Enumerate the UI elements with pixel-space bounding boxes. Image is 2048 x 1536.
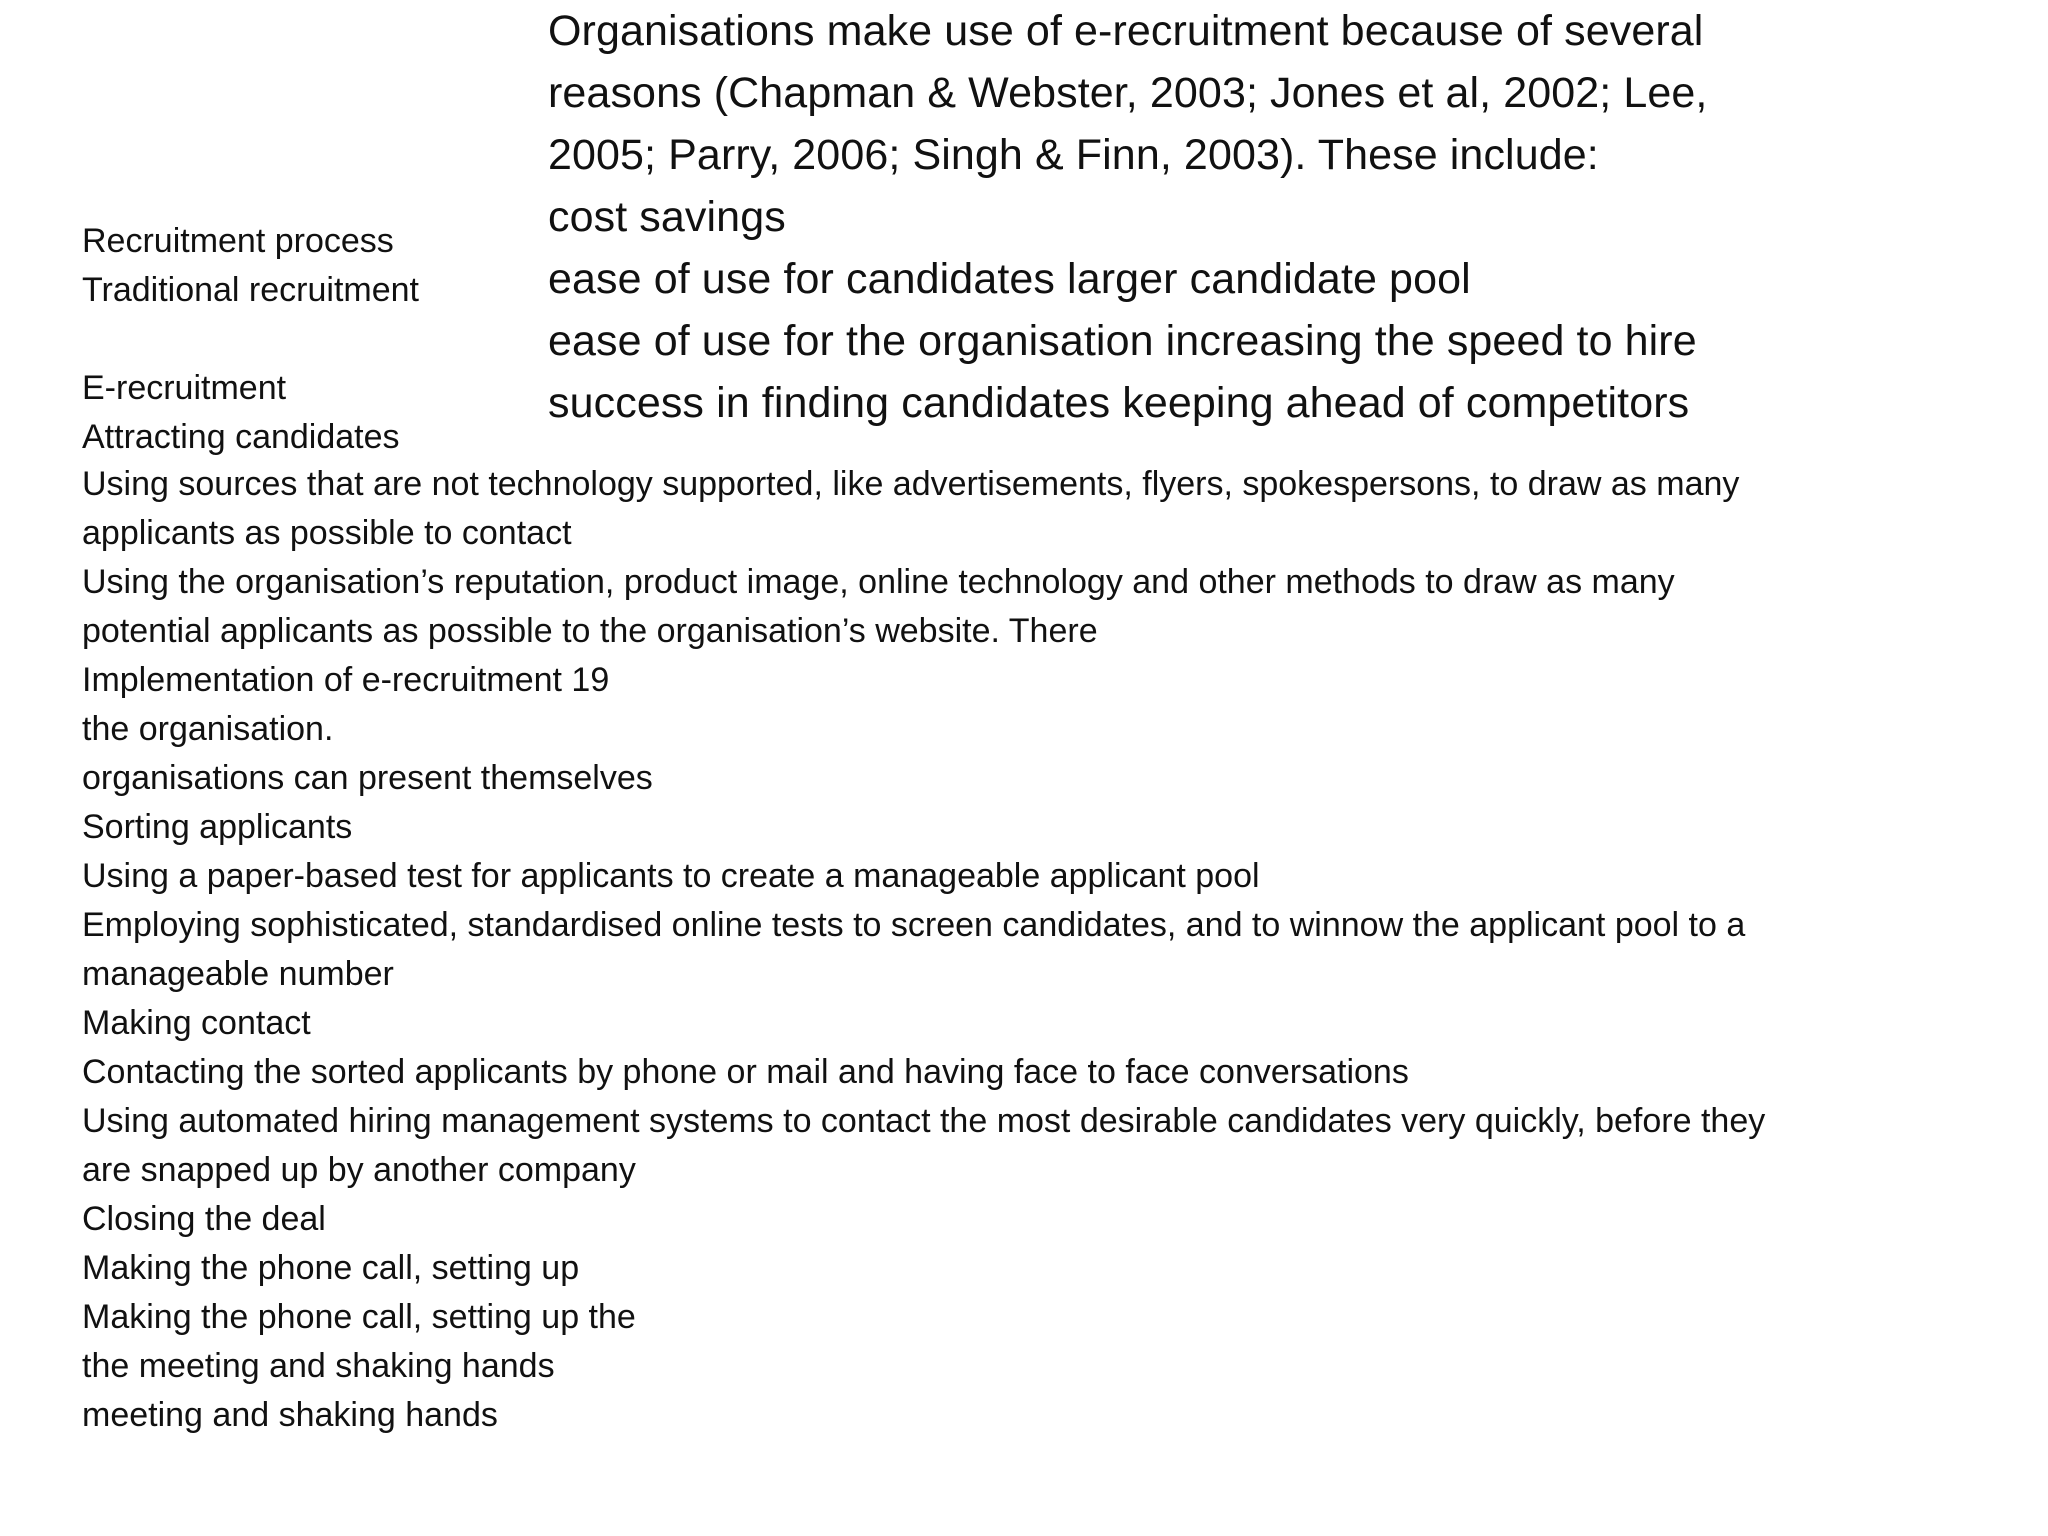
body-line: organisations can present themselves [82,759,653,797]
body-line: the meeting and shaking hands [82,1347,555,1385]
section-heading-contact: Making contact [82,1004,311,1042]
body-line: manageable number [82,955,394,993]
intro-line: ease of use for candidates larger candidate pool [548,255,1471,303]
intro-line: cost savings [548,193,786,241]
body-line: Using automated hiring management systems to contact the most desirable candidates very quickly, before they [82,1102,1766,1140]
label-e-recruitment: E-recruitment [82,369,287,407]
body-text [82,460,2022,1440]
body-line: Employing sophisticated, standardised online tests to screen candidates, and to winnow the applicant pool to a [82,906,1746,944]
intro-line: 2005; Parry, 2006; Singh & Finn, 2003). These include: [548,131,1599,179]
section-heading-sorting: Sorting applicants [82,808,353,846]
body-line: Contacting the sorted applicants by phone or mail and having face to face conversations [82,1053,1409,1091]
body-line: applicants as possible to contact [82,514,572,552]
section-heading-closing: Closing the deal [82,1200,326,1238]
body-line: are snapped up by another company [82,1151,636,1189]
body-line: Making the phone call, setting up [82,1249,580,1287]
label-recruitment-process: Recruitment process [82,222,394,260]
body-line: potential applicants as possible to the organisation’s website. There [82,612,1098,650]
intro-line: success in finding candidates keeping ahead of competitors [548,379,1690,427]
label-traditional-recruitment: Traditional recruitment [82,271,419,309]
body-line: Using the organisation’s reputation, product image, online technology and other methods to draw as many [82,563,1675,601]
body-line: the organisation. [82,710,334,748]
spacer [82,315,2022,364]
side-labels [82,217,2022,462]
body-line: meeting and shaking hands [82,1396,498,1434]
label-attracting-candidates: Attracting candidates [82,418,400,456]
body-line: Using sources that are not technology supported, like advertisements, flyers, spokespersons, to draw as many [82,465,1740,503]
intro-line: ease of use for the organisation increasing the speed to hire [548,317,1697,365]
intro-line: Organisations make use of e-recruitment because of several [548,7,1704,55]
body-line: Making the phone call, setting up the [82,1298,636,1336]
body-line: Using a paper-based test for applicants to create a manageable applicant pool [82,857,1260,895]
intro-line: reasons (Chapman & Webster, 2003; Jones et al, 2002; Lee, [548,69,1708,117]
body-line: Implementation of e-recruitment 19 [82,661,610,699]
